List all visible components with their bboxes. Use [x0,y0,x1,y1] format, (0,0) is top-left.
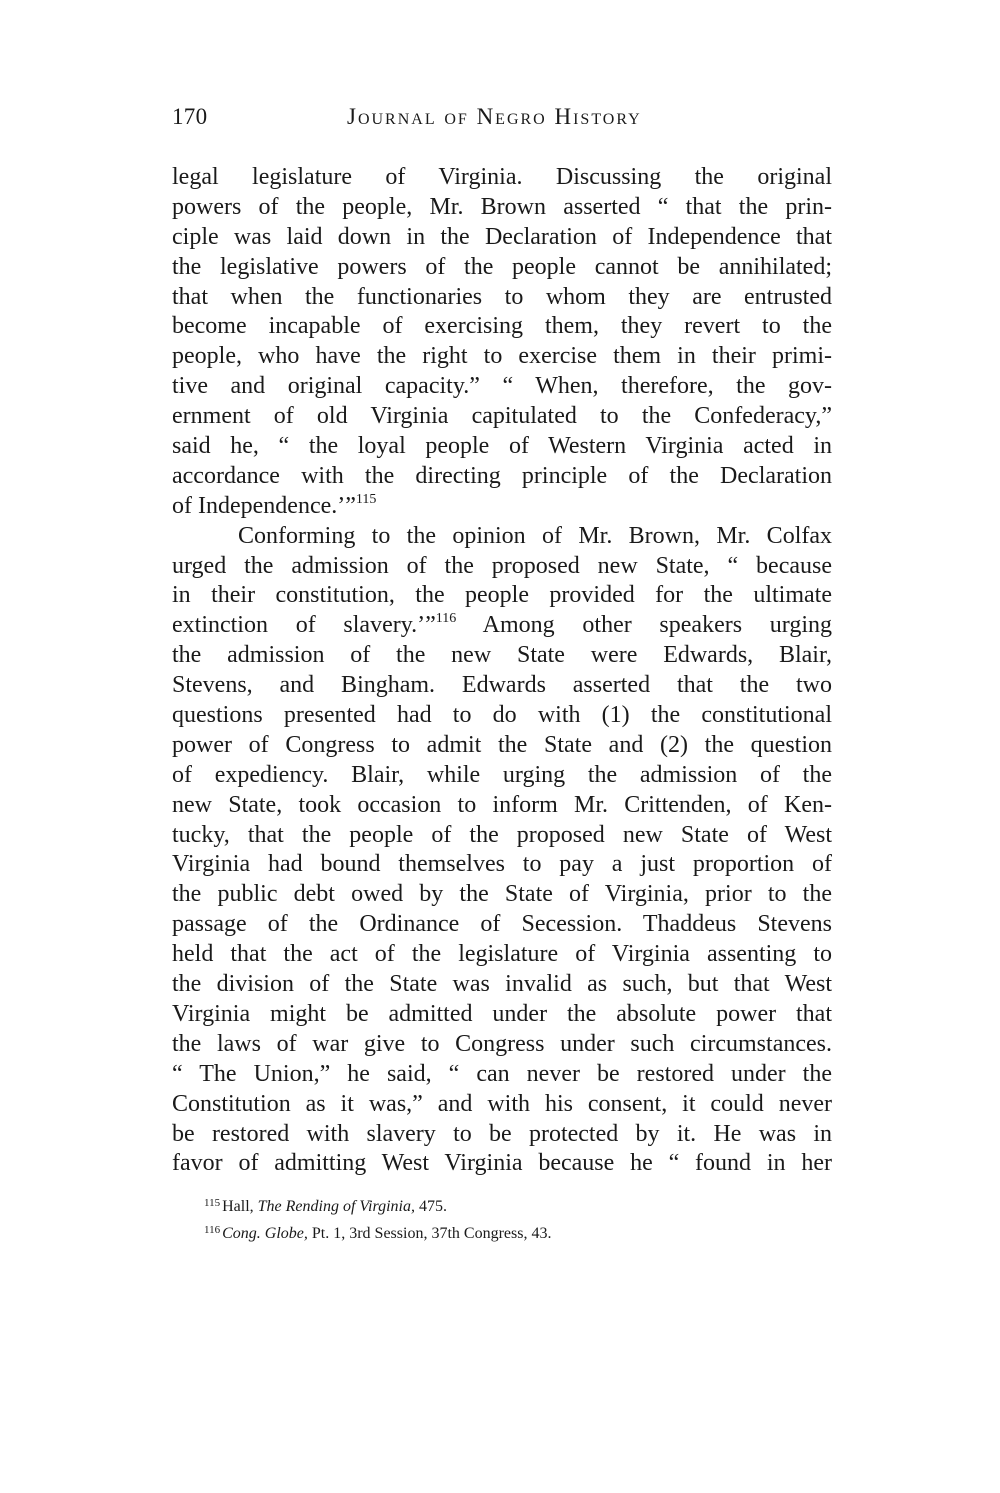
text-line: “ The Union,” he said, “ can never be restored under the [172,1060,832,1087]
text-line: said he, “ the loyal people of Western Virginia acted in [172,433,832,460]
text-line: accordance with the directing principle of the Declaration [172,462,832,489]
page-number: 170 [172,104,208,129]
text-line: people, who have the right to exercise them in their primi- [172,343,832,370]
text-line: extinction of slavery.’”$^{116}$ Among other speakers urging [172,611,832,639]
text-line: passage of the Ordinance of Secession. Thaddeus Stevens [172,911,832,938]
text-line: of expediency. Blair, while urging the admission of the [172,761,832,788]
text-line: questions presented had to do with (1) the constitutional [172,702,832,729]
text-line: be restored with slavery to be protected by it. He was in [172,1120,832,1147]
footnote-116: $^{116}$ Cong. Globe, Pt. 1, 3rd Session, 37th Congress, 43. [204,1224,552,1242]
body-text [172,163,832,1179]
text-line: the admission of the new State were Edwards, Blair, [172,642,832,669]
text-line: tive and original capacity.” “ When, therefore, the gov- [172,373,832,400]
text-line: in their constitution, the people provided for the ultimate [172,582,832,609]
text-line: become incapable of exercising them, they revert to the [172,313,832,340]
text-line: that when the functionaries to whom they are entrusted [172,283,832,310]
text-line: Virginia had bound themselves to pay a just proportion of [172,851,832,878]
running-head: Journal of Negro History [347,104,642,129]
text-line: ernment of old Virginia capitulated to the Confederacy,” [172,403,832,430]
text-line: of Independence.’”$^{115}$ [172,491,377,519]
footnote-ref-116: 116 [435,611,457,627]
text-line: favor of admitting West Virginia because he “ found in her [172,1150,832,1177]
text-line: new State, took occasion to inform Mr. Crittenden, of Ken- [172,791,832,818]
text-line: Virginia might be admitted under the absolute power that [172,1000,832,1027]
footnotes [204,1190,824,1244]
footnote-title: The Rending of Virginia, [257,1198,415,1215]
text-line: Constitution as it was,” and with his consent, it could never [172,1090,832,1117]
text-line: tucky, that the people of the proposed new State of West [172,821,832,848]
footnote-115: $^{115}$ Hall, The Rending of Virginia, 475. [204,1197,447,1215]
footnote-number: 116 [204,1224,221,1236]
text-line: the public debt owed by the State of Virginia, prior to the [172,881,832,908]
text-line: the laws of war give to Congress under such circumstances. [172,1030,832,1057]
text-line: held that the act of the legislature of Virginia assenting to [172,941,832,968]
footnote-ref-115: 115 [355,491,377,507]
text-line: power of Congress to admit the State and (2) the question [172,731,832,758]
text-line: legal legislature of Virginia. Discussing the original [172,164,832,190]
paragraph-start-line: Conforming to the opinion of Mr. Brown, Mr. Colfax [238,522,832,549]
text-line: powers of the people, Mr. Brown asserted “ that the prin- [172,193,832,220]
text-line: ciple was laid down in the Declaration of Independence that [172,223,832,250]
text-line: the legislative powers of the people cannot be annihilated; [172,253,832,280]
text-line: the division of the State was invalid as such, but that West [172,971,832,998]
footnote-number: 115 [204,1197,221,1209]
footnote-title: Cong. Globe, [222,1225,308,1242]
text-line: Stevens, and Bingham. Edwards asserted that the two [172,672,832,699]
page-header [172,104,832,140]
text-line: urged the admission of the proposed new State, “ because [172,552,832,579]
